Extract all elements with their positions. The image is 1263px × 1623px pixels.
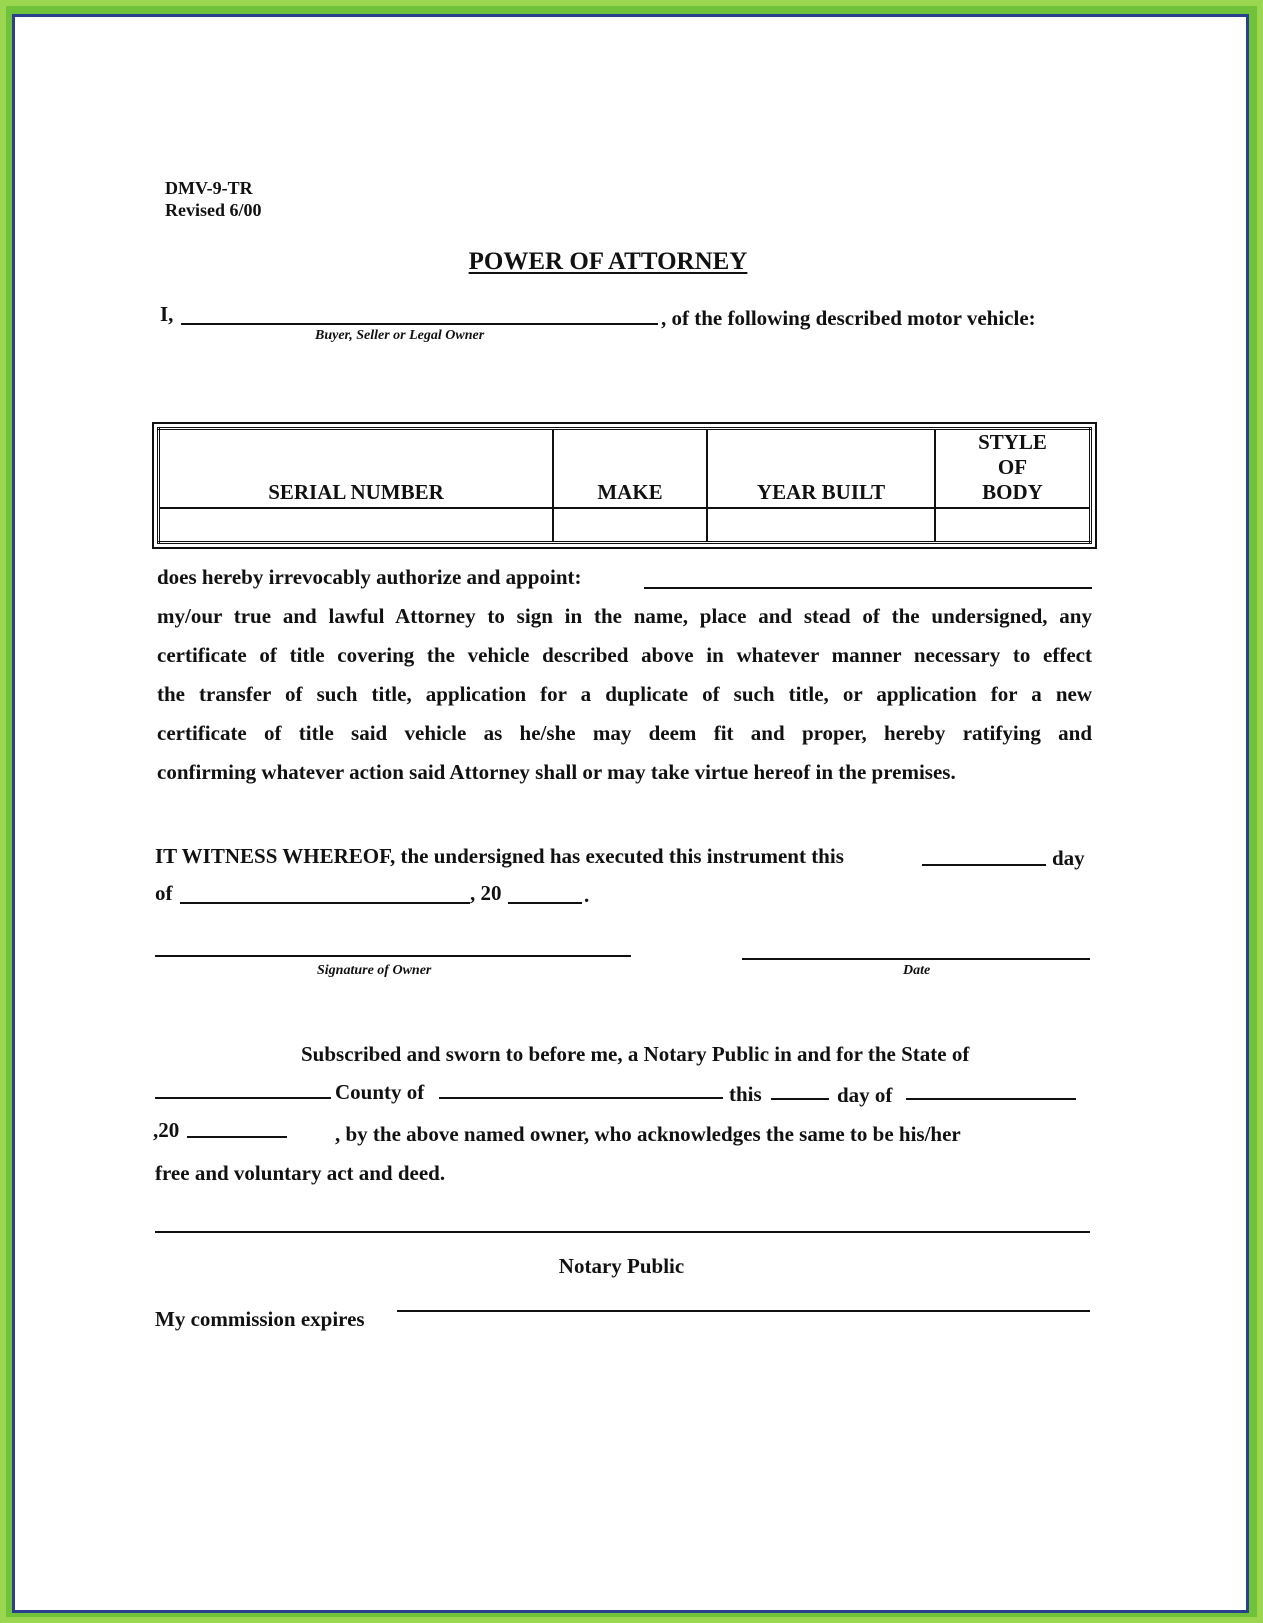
witness-month-field[interactable]	[180, 902, 470, 904]
header-style-of-body: STYLE OF BODY	[935, 429, 1091, 509]
form-id-block	[165, 177, 262, 221]
notary-sworn-text: Subscribed and sworn to before me, a Notary Public in and for the State of	[301, 1042, 970, 1066]
appoint-lead: does hereby irrevocably authorize and appoint:	[157, 565, 582, 589]
owner-name-field[interactable]	[181, 323, 658, 325]
notary-public-title: Notary Public	[558, 1254, 685, 1278]
witness-text: IT WITNESS WHEREOF, the undersigned has executed this instrument this	[155, 844, 844, 868]
notary-free-text: free and voluntary act and deed.	[155, 1161, 446, 1185]
owner-caption: Buyer, Seller or Legal Owner	[315, 328, 485, 343]
owner-prefix: I,	[160, 302, 174, 326]
notary-county-label: County of	[335, 1080, 425, 1104]
notary-signature-field[interactable]	[155, 1231, 1090, 1233]
vehicle-table	[157, 427, 1092, 544]
appoint-line-3: the transfer of such title, application for a duplicate of such title, or application for a new	[157, 682, 1092, 706]
notary-day-of-label: day of	[837, 1083, 893, 1107]
owner-suffix: , of the following described motor vehicle:	[661, 306, 1036, 330]
notary-county-field[interactable]	[439, 1097, 723, 1099]
witness-period: .	[584, 883, 590, 907]
form-id: DMV-9-TR	[165, 178, 253, 198]
appoint-line-4: certificate of title said vehicle as he/she may deem fit and proper, hereby ratifying and	[157, 721, 1092, 745]
form-revised: Revised 6/00	[165, 200, 262, 220]
notary-acknowledge-text: , by the above named owner, who acknowledges the same to be his/her	[335, 1122, 961, 1146]
notary-day-field[interactable]	[771, 1098, 829, 1100]
style-of-body-cell[interactable]	[935, 508, 1091, 543]
make-cell[interactable]	[553, 508, 707, 543]
header-serial-number: SERIAL NUMBER	[159, 429, 554, 509]
header-year-built: YEAR BUILT	[707, 429, 935, 509]
notary-year-prefix: ,20	[153, 1118, 180, 1142]
commission-label: My commission expires	[155, 1307, 365, 1331]
notary-state-field[interactable]	[155, 1097, 331, 1099]
appoint-line-2: certificate of title covering the vehicle described above in whatever manner necessary to effect	[157, 643, 1092, 667]
owner-signature-field[interactable]	[155, 955, 631, 957]
signature-date-caption: Date	[903, 963, 931, 978]
signature-date-field[interactable]	[742, 958, 1090, 960]
serial-number-cell[interactable]	[159, 508, 554, 543]
vehicle-table-entry-row	[159, 508, 1091, 543]
witness-year-field[interactable]	[508, 902, 582, 904]
commission-expiry-field[interactable]	[397, 1310, 1090, 1312]
notary-year-field[interactable]	[187, 1136, 287, 1138]
witness-year-label: , 20	[470, 881, 502, 905]
witness-day-label: day	[1052, 846, 1085, 870]
witness-of-label: of	[155, 881, 173, 905]
notary-month-field[interactable]	[906, 1098, 1076, 1100]
header-make: MAKE	[553, 429, 707, 509]
year-built-cell[interactable]	[707, 508, 935, 543]
notary-this-label: this	[729, 1082, 762, 1106]
witness-day-field[interactable]	[922, 864, 1046, 866]
vehicle-table-header-row	[159, 429, 1091, 509]
attorney-name-field[interactable]	[644, 587, 1092, 589]
owner-signature-caption: Signature of Owner	[317, 963, 432, 978]
document-title: POWER OF ATTORNEY	[468, 248, 748, 275]
appoint-line-5: confirming whatever action said Attorney shall or may take virtue hereof in the premises.	[157, 760, 956, 784]
appoint-line-1: my/our true and lawful Attorney to sign in the name, place and stead of the undersigned, any	[157, 604, 1092, 628]
